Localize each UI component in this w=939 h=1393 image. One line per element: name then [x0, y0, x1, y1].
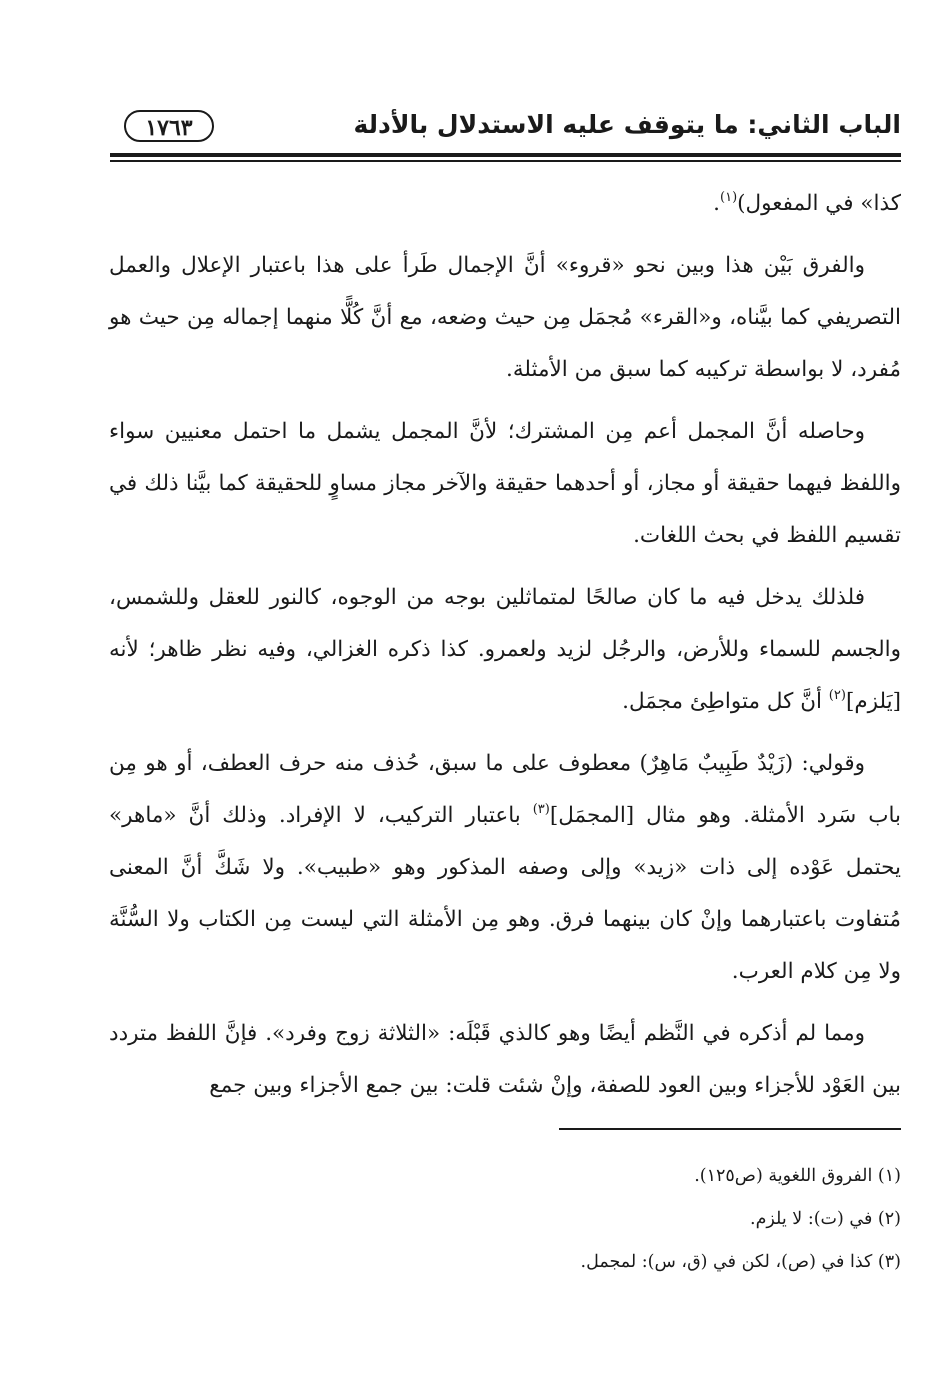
footnote-ref-1: (١)	[720, 190, 738, 205]
paragraph	[109, 406, 901, 562]
paragraph	[109, 240, 901, 396]
paragraph-text: وقولي: (زَيْدٌ طَبِيبٌ مَاهِرٌ) معطوف على ما سبق، حُذف منه حرف العطف، أو هو مِن باب سَرد الأمثلة. وهو مثال [المجمَل]	[109, 751, 901, 828]
paragraph	[109, 738, 901, 998]
footnote-3: (٣) كذا في (ص)، لكن في (ق، س): لمجمل.	[580, 1252, 901, 1272]
footnotes	[109, 1155, 901, 1284]
footnote-separator	[559, 1128, 901, 1130]
paragraph-text-end: .	[713, 191, 721, 216]
paragraph-text-end: باعتبار التركيب، لا الإفراد. وذلك أنَّ «ماهر» يحتمل عَوْده إلى ذات «زيد» وإلى وصفه المذكور وهو «طبيب». ولا شَكَّ أنَّ المعنى مُتفاوت باعتبارهما وإنْ كان بينهما فرق. وهو مِن الأمثلة التي ليست مِن الكتاب ولا السُّنَّة ولا مِن كلام العرب.	[109, 803, 901, 984]
paragraph-text: فلذلك يدخل فيه ما كان صالحًا لمتماثلين بوجه من الوجوه، كالنور للعقل وللشمس، والجسم للسماء وللأرض، والرجُل لزيد ولعمرو. كذا ذكره الغزالي، وفيه نظر ظاهر؛ لأنه [يَلزم]	[109, 585, 901, 714]
header-rule-thin	[110, 160, 901, 162]
header-rule-thick	[110, 153, 901, 157]
paragraph-continuation	[109, 178, 901, 230]
paragraph-text-end: أنَّ كل متواطِئ مجمَل.	[622, 689, 829, 714]
paragraph-text: ومما لم أذكره في النَّظم أيضًا وهو كالذي قَبْلَه: «الثلاثة زوج وفرد». فإنَّ اللفظ متردد بين العَوْد للأجزاء وبين العود للصفة، وإنْ شئت قلت: بين جمع الأجزاء وبين جمع	[109, 1021, 901, 1098]
paragraph-text: وحاصله أنَّ المجمل أعم مِن المشترك؛ لأنَّ المجمل يشمل ما احتمل معنيين سواء واللفظ فيهما حقيقة أو مجاز، أو أحدهما حقيقة والآخر مجاز مساوٍ للحقيقة كما بيَّنا ذلك في تقسيم اللفظ في بحث اللغات.	[109, 419, 901, 548]
footnote-1: (١) الفروق اللغوية (ص١٢٥).	[694, 1166, 901, 1186]
main-text	[109, 178, 901, 1122]
footnote-2: (٢) في (ت): لا يلزم.	[750, 1209, 901, 1229]
footnote-ref-3: (٣)	[532, 802, 550, 817]
running-header	[110, 104, 901, 152]
footnote-ref-2: (٢)	[828, 688, 846, 703]
page-number-badge: ١٧٦٣	[124, 110, 214, 142]
chapter-title: الباب الثاني: ما يتوقف عليه الاستدلال بالأدلة	[353, 110, 901, 139]
paragraph	[109, 572, 901, 728]
paragraph-text: كذا» في المفعول)	[737, 191, 901, 216]
paragraph	[109, 1008, 901, 1112]
paragraph-text: والفرق بَيْن هذا وبين نحو «قروء» أنَّ الإجمال طَرأ على هذا باعتبار الإعلال والعمل التصريفي كما بيَّناه، و«القرء» مُجمَل مِن حيث وضعه، مع أنَّ كُلًّا منهما إجماله مِن حيث هو مُفرد، لا بواسطة تركيبه كما سبق من الأمثلة.	[109, 253, 901, 382]
